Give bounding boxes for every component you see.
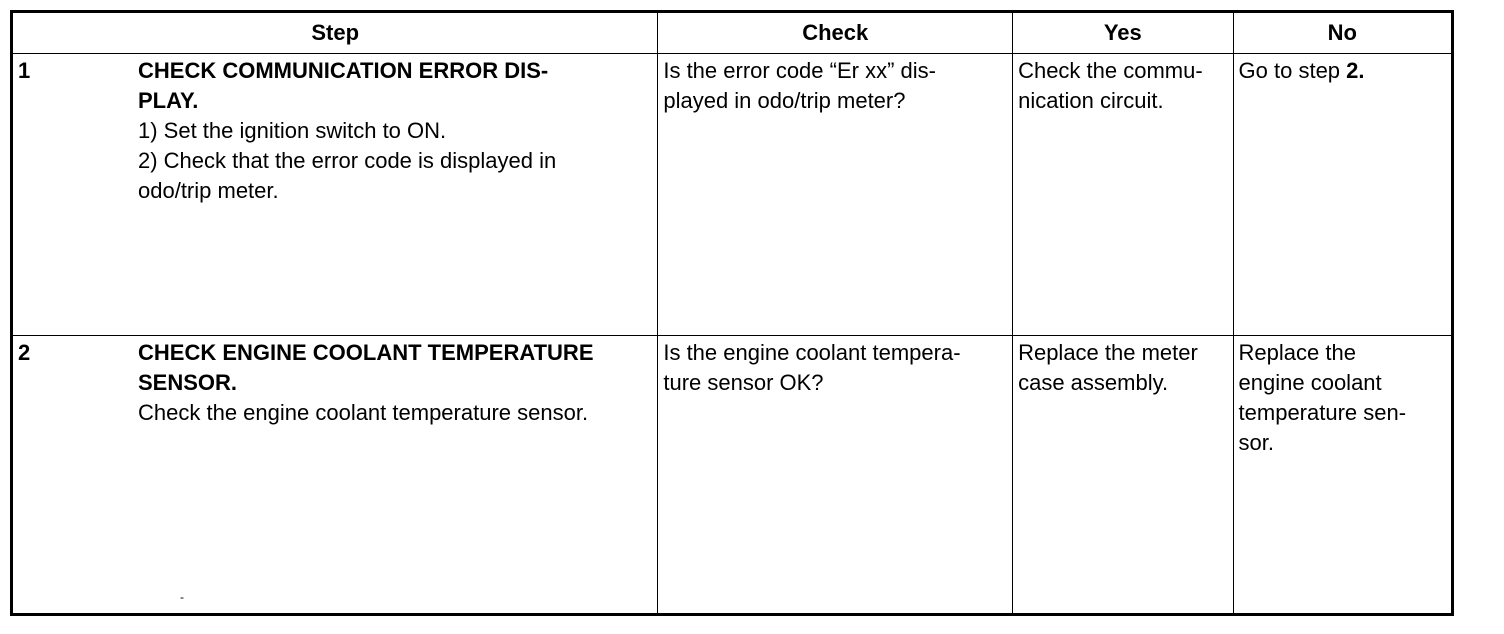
step-instruction: 2) Check that the error code is displayed in	[138, 148, 557, 173]
check-line: Is the error code “Er xx” dis-	[663, 58, 936, 83]
check-line: Is the engine coolant tempera-	[663, 340, 961, 365]
step-cell	[12, 336, 658, 615]
yes-line: case assembly.	[1018, 370, 1169, 395]
yes-line: nication circuit.	[1018, 88, 1164, 113]
check-line: ture sensor OK?	[663, 370, 824, 395]
step-number: 2	[18, 340, 31, 365]
header-check: Check	[658, 12, 1013, 54]
step-title-line: SENSOR.	[138, 370, 238, 395]
step-instruction: 1) Set the ignition switch to ON.	[138, 118, 447, 143]
no-line: Replace the	[1238, 340, 1356, 365]
stray-mark: -	[180, 590, 184, 604]
no-line: sor.	[1238, 430, 1274, 455]
no-line: temperature sen-	[1238, 400, 1407, 425]
no-cell	[1233, 54, 1452, 336]
check-cell	[658, 54, 1013, 336]
table-row	[12, 54, 1453, 336]
header-row	[12, 12, 1453, 54]
no-text: Go to step	[1238, 58, 1347, 83]
no-cell	[1233, 336, 1452, 615]
step-title-line: CHECK COMMUNICATION ERROR DIS-	[138, 58, 549, 83]
no-step-reference: 2.	[1346, 58, 1365, 83]
table-header	[12, 12, 1453, 54]
header-yes: Yes	[1013, 12, 1233, 54]
check-cell	[658, 336, 1013, 615]
yes-cell	[1013, 54, 1233, 336]
header-no: No	[1233, 12, 1452, 54]
table-row	[12, 336, 1453, 615]
step-title-line: CHECK ENGINE COOLANT TEMPERATURE	[138, 340, 594, 365]
yes-line: Replace the meter	[1018, 340, 1198, 365]
step-number: 1	[18, 58, 31, 83]
check-line: played in odo/trip meter?	[663, 88, 906, 113]
yes-cell	[1013, 336, 1233, 615]
no-line: engine coolant	[1238, 370, 1382, 395]
yes-line: Check the commu-	[1018, 58, 1203, 83]
step-cell	[12, 54, 658, 336]
header-step: Step	[12, 12, 658, 54]
step-instruction: odo/trip meter.	[138, 178, 279, 203]
step-instruction: Check the engine coolant temperature sensor.	[138, 400, 589, 425]
step-body	[138, 336, 657, 428]
table-body	[12, 54, 1453, 615]
diagnostic-procedure-table	[10, 10, 1454, 616]
step-title-line: PLAY.	[138, 88, 199, 113]
step-body	[138, 54, 657, 206]
